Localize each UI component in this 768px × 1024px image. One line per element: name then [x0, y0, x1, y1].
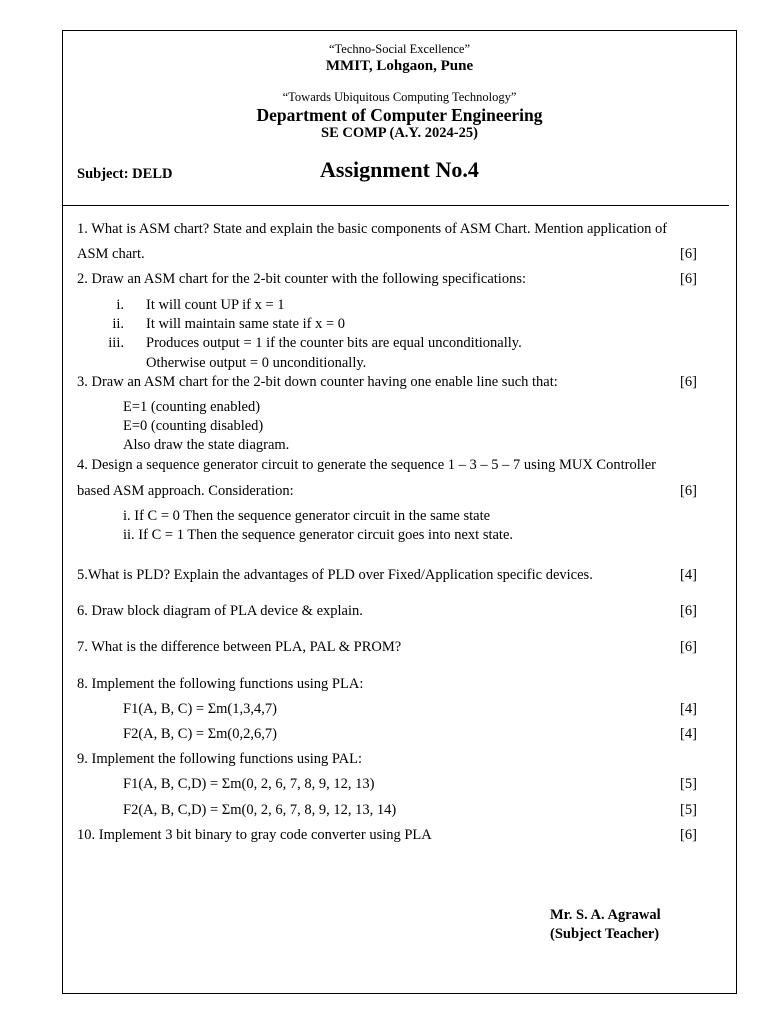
question-2-item-3-number: iii. — [108, 335, 124, 351]
question-8: 8. Implement the following functions using PLA: — [77, 676, 364, 692]
question-8-function-1-marks: [4] — [680, 701, 697, 717]
motto: “Techno-Social Excellence” — [328, 42, 471, 56]
question-7-marks: [6] — [680, 639, 697, 655]
question-2-item-2-number: ii. — [112, 316, 124, 332]
department-name: Department of Computer Engineering — [256, 105, 543, 125]
question-2: 2. Draw an ASM chart for the 2-bit counter with the following specifications: — [77, 271, 526, 287]
teacher-role: (Subject Teacher) — [550, 926, 660, 942]
question-4-line-1: 4. Design a sequence generator circuit to generate the sequence 1 – 3 – 5 – 7 using MUX Controller — [77, 457, 657, 473]
question-4-line-2: based ASM approach. Consideration: — [77, 483, 294, 499]
question-2-item-1: It will count UP if x = 1 — [146, 297, 285, 313]
header-divider — [62, 205, 729, 206]
question-4-item-2: ii. If C = 1 Then the sequence generator circuit goes into next state. — [123, 527, 514, 543]
teacher-name: Mr. S. A. Agrawal — [550, 907, 661, 923]
question-3: 3. Draw an ASM chart for the 2-bit down counter having one enable line such that: — [77, 374, 558, 390]
question-9-function-2: F2(A, B, C,D) = Σm(0, 2, 6, 7, 8, 9, 12, 13, 14) — [123, 802, 397, 818]
question-10-marks: [6] — [680, 827, 697, 843]
question-2-item-3: Produces output = 1 if the counter bits are equal unconditionally. — [146, 335, 522, 351]
question-3-marks: [6] — [680, 374, 697, 390]
question-8-function-1: F1(A, B, C) = Σm(1,3,4,7) — [123, 701, 277, 717]
question-3-item-1: E=1 (counting enabled) — [123, 399, 261, 415]
question-4-item-1: i. If C = 0 Then the sequence generator circuit in the same state — [123, 508, 491, 524]
question-2-item-3-continuation: Otherwise output = 0 unconditionally. — [146, 355, 367, 371]
question-2-item-2: It will maintain same state if x = 0 — [146, 316, 346, 332]
question-1-marks: [6] — [680, 246, 697, 262]
question-2-marks: [6] — [680, 271, 697, 287]
question-9-function-1: F1(A, B, C,D) = Σm(0, 2, 6, 7, 8, 9, 12, 13) — [123, 776, 375, 792]
question-9-function-2-marks: [5] — [680, 802, 697, 818]
question-4-marks: [6] — [680, 483, 697, 499]
question-6: 6. Draw block diagram of PLA device & explain. — [77, 603, 363, 619]
question-10: 10. Implement 3 bit binary to gray code converter using PLA — [77, 827, 432, 843]
question-3-item-3: Also draw the state diagram. — [123, 437, 290, 453]
question-8-function-2-marks: [4] — [680, 726, 697, 742]
question-1-line-2: ASM chart. — [77, 246, 145, 262]
question-9: 9. Implement the following functions using PAL: — [77, 751, 363, 767]
question-5-marks: [4] — [680, 567, 697, 583]
institute-name: MMIT, Lohgaon, Pune — [325, 58, 474, 74]
question-6-marks: [6] — [680, 603, 697, 619]
question-9-function-1-marks: [5] — [680, 776, 697, 792]
question-1-line-1: 1. What is ASM chart? State and explain the basic components of ASM Chart. Mention application of — [77, 221, 668, 237]
question-5: 5.What is PLD? Explain the advantages of PLD over Fixed/Application specific devices. — [77, 567, 593, 583]
subject-label: Subject: DELD — [77, 166, 173, 182]
question-7: 7. What is the difference between PLA, PAL & PROM? — [77, 639, 402, 655]
question-3-item-2: E=0 (counting disabled) — [123, 418, 264, 434]
class-year: SE COMP (A.Y. 2024-25) — [321, 125, 478, 141]
assignment-title: Assignment No.4 — [320, 157, 479, 182]
question-2-item-1-number: i. — [116, 297, 124, 313]
tagline: “Towards Ubiquitous Computing Technology” — [282, 90, 517, 104]
question-8-function-2: F2(A, B, C) = Σm(0,2,6,7) — [123, 726, 277, 742]
